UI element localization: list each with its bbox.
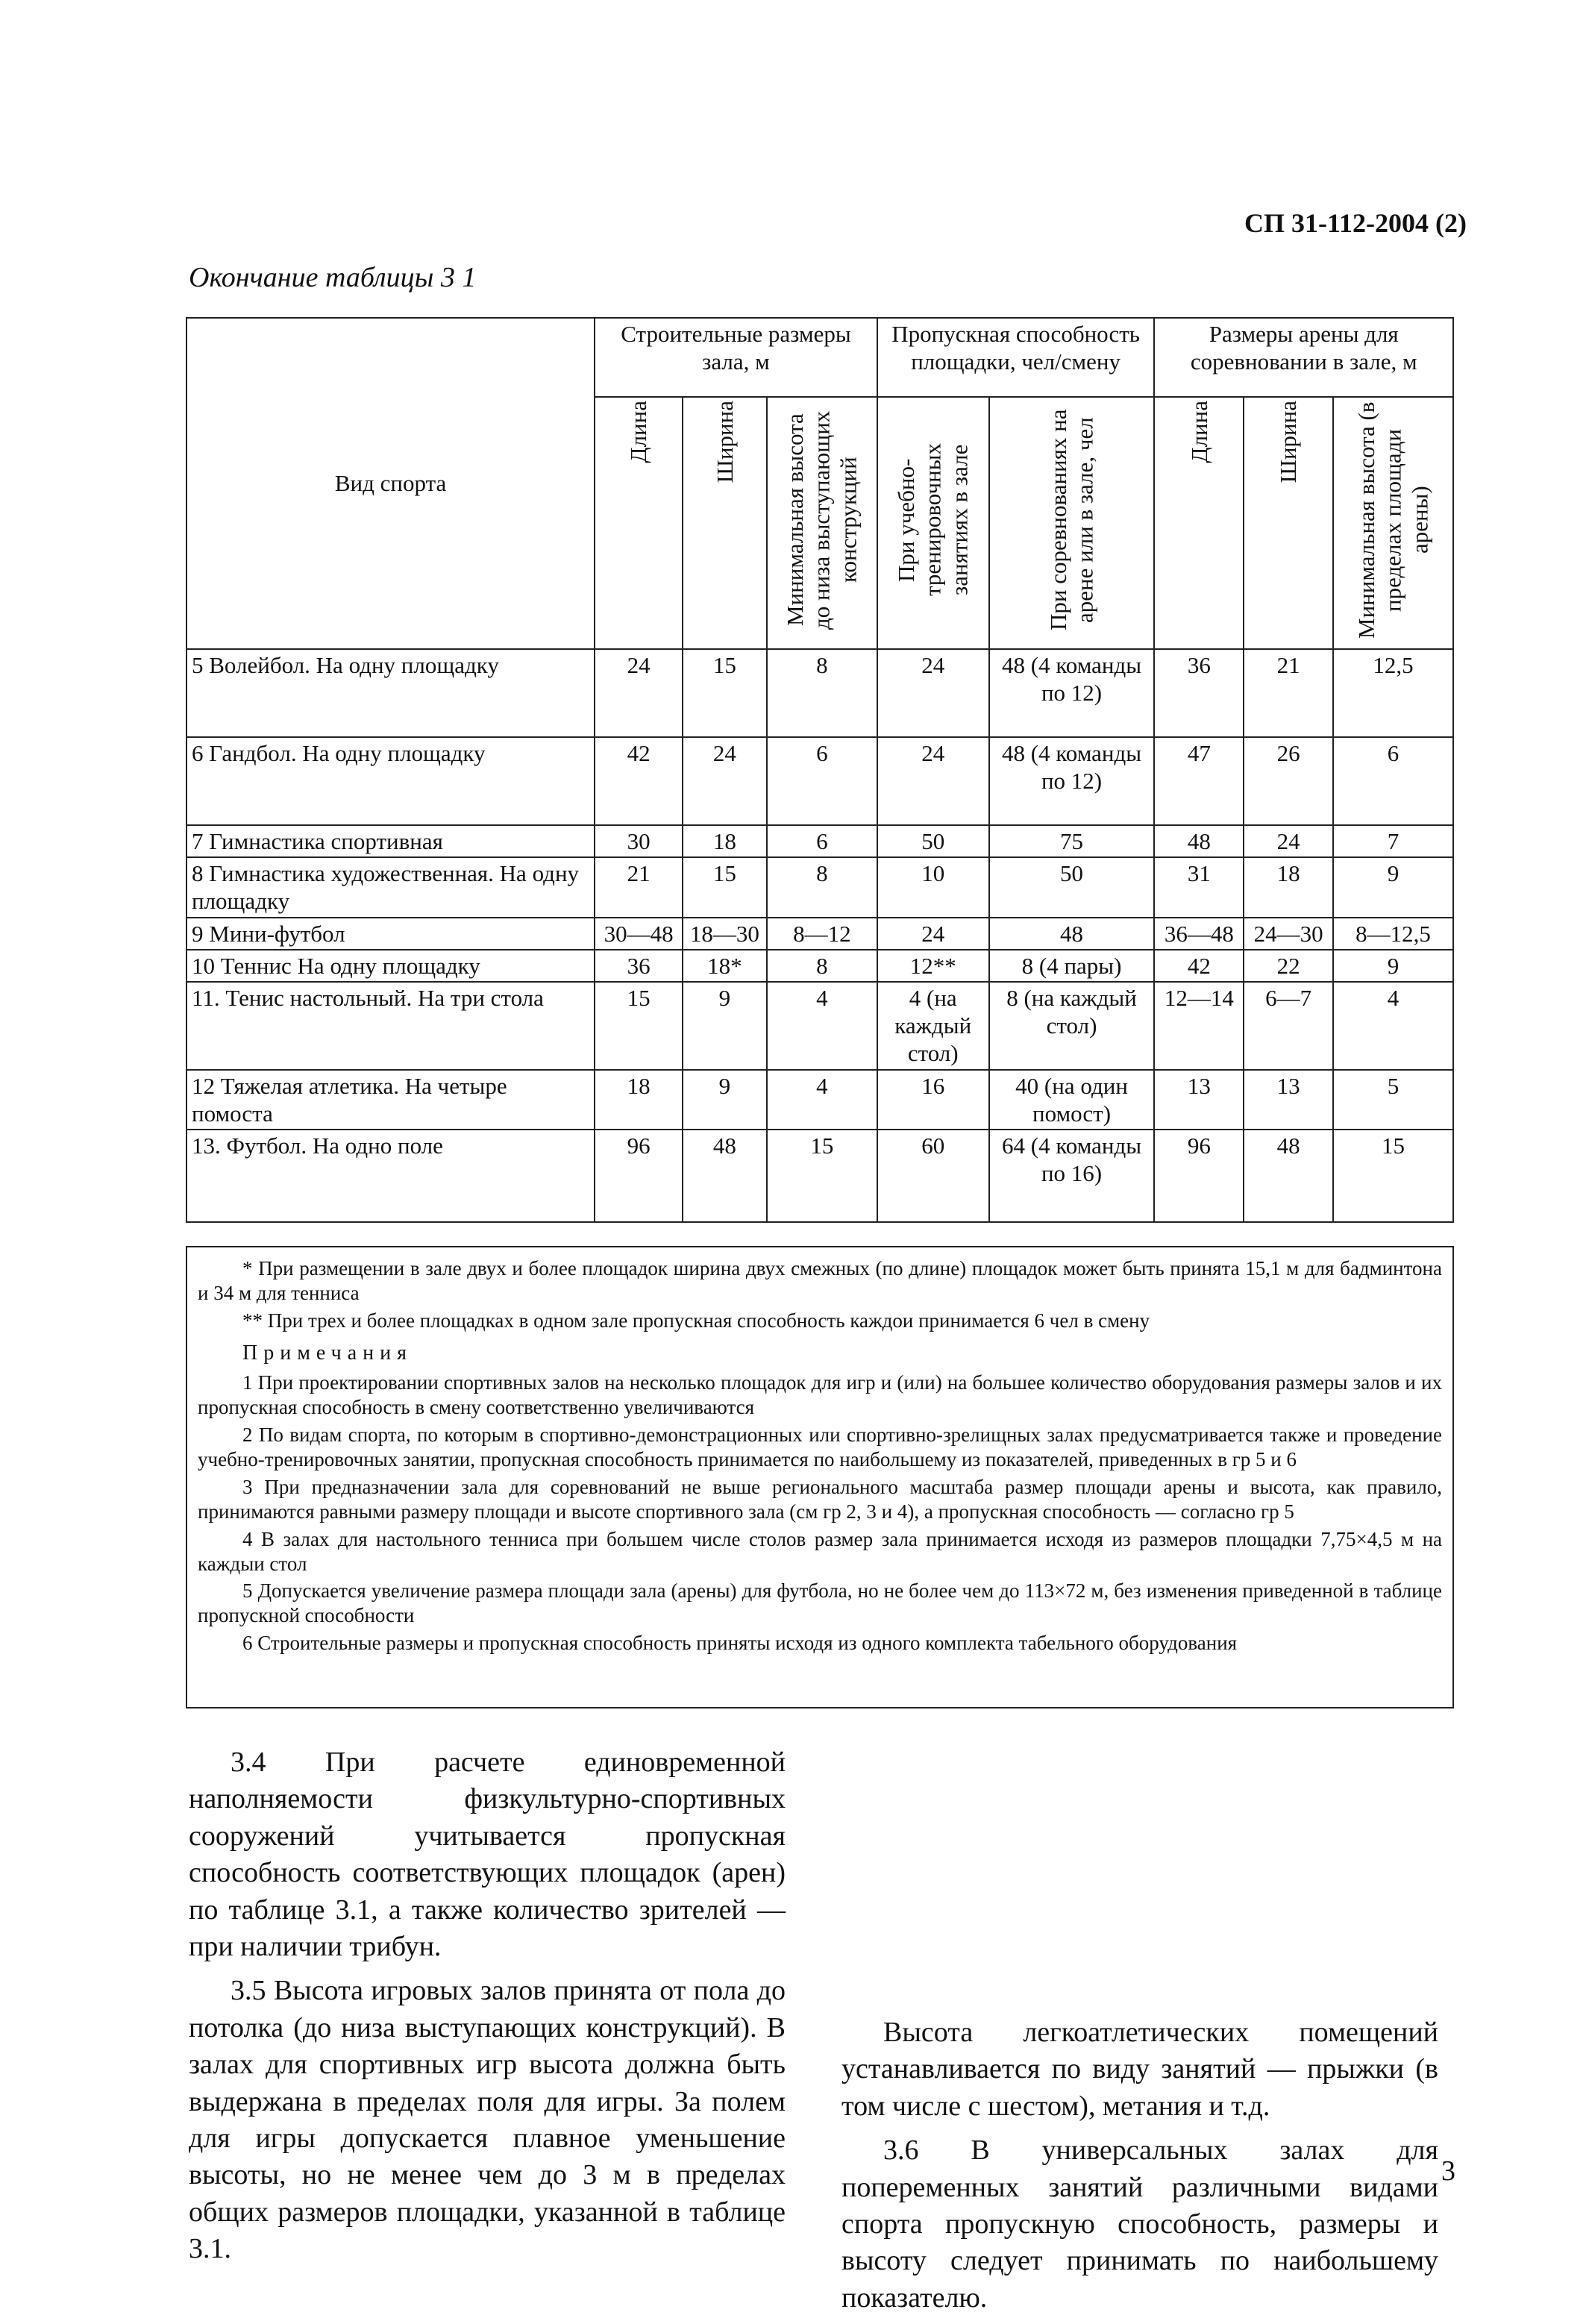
cell: 12,5 [1333,649,1453,737]
cell: 31 [1154,857,1244,917]
cell: 12** [877,950,989,982]
cell: 7 [1333,825,1453,857]
cell: 8 [767,649,877,737]
cell: 18 [683,825,767,857]
header-col-competition: При соревнованиях на арене или в зале, чел [989,397,1155,649]
cell: 30 [595,825,683,857]
table-continuation-title: Окончание таблицы 3 1 [189,262,477,293]
cell: 9 [1333,950,1453,982]
table-row [187,950,1453,982]
body-column-right [841,2014,1438,2324]
cell: 8 [767,857,877,917]
cell: 24 [1244,825,1333,857]
cell: 13 [1244,1070,1333,1130]
cell: 42 [595,737,683,825]
table-row [187,982,1453,1070]
note: 2 По видам спорта, по которым в спортивно-демонстрационных или спортивно-зрелищных залах предусматривается также и проведение учебно-тренировочных занятии, пропускная способность принимается по наибольшему из показателей, приведенных в гр 5 и 6 [198,1423,1442,1470]
cell: 24 [877,918,989,950]
table-row [187,1130,1453,1222]
page-number: 3 [1441,2155,1455,2187]
cell: 24 [877,737,989,825]
note: 1 При проектировании спортивных залов на несколько площадок для игр и (или) на большее количество оборудования размеры залов и их пропускная способность в смену соответственно увеличиваются [198,1371,1442,1418]
cell: 48 (4 команды по 12) [989,737,1155,825]
sport-name: 12 Тяжелая атлетика. На четыре помоста [187,1070,595,1130]
cell: 6 [767,737,877,825]
cell: 8 (на каждый стол) [989,982,1155,1070]
notes-header: Примечания [242,1341,413,1365]
cell: 64 (4 команды по 16) [989,1130,1155,1222]
cell: 24 [683,737,767,825]
header-capacity: Пропускная способность площадки, чел/смену [877,318,1155,397]
cell: 47 [1154,737,1244,825]
header-col-arena-height: Минимальная высота (в пределах площади арены) [1333,397,1453,649]
cell: 30—48 [595,918,683,950]
cell: 48 [1244,1130,1333,1222]
cell: 48 [683,1130,767,1222]
header-col-width: Ширина [683,397,767,649]
table-row [187,825,1453,857]
cell: 50 [989,857,1155,917]
cell: 4 [1333,982,1453,1070]
header-arena-dimensions: Размеры арены для соревновании в зале, м [1154,318,1453,397]
sport-name: 6 Гандбол. На одну площадку [187,737,595,825]
cell: 21 [595,857,683,917]
cell: 24—30 [1244,918,1333,950]
cell: 15 [595,982,683,1070]
cell: 21 [1244,649,1333,737]
table-notes [186,1246,1454,1708]
sports-hall-table [186,317,1454,1223]
cell: 15 [1333,1130,1453,1222]
header-sport: Вид спорта [187,318,595,649]
paragraph: 3.4 При расчете единовременной наполняемости физкультурно-спортивных сооружений учитывается пропускная способность соответствующих площадок (арен) по таблице 3.1, а также количество зрителей — при наличии трибун. [189,1747,786,1962]
cell: 26 [1244,737,1333,825]
table-row [187,857,1453,917]
cell: 8—12 [767,918,877,950]
sport-name: 5 Волейбол. На одну площадку [187,649,595,737]
cell: 40 (на один помост) [989,1070,1155,1130]
cell: 36—48 [1154,918,1244,950]
cell: 8 [767,950,877,982]
header-col-length: Длина [595,397,683,649]
table-row [187,737,1453,825]
cell: 13 [1154,1070,1244,1130]
cell: 4 [767,982,877,1070]
cell: 4 (на каждый стол) [877,982,989,1070]
cell: 24 [595,649,683,737]
body-column-left [189,1744,786,2275]
document-code: СП 31-112-2004 (2) [1244,208,1467,238]
cell: 12—14 [1154,982,1244,1070]
footnote: * При размещении в зале двух и более площадок ширина двух смежных (по длине) площадок может быть принята 15,1 м для бадминтона и 34 м для тенниса [198,1257,1442,1304]
cell: 75 [989,825,1155,857]
cell: 6 [767,825,877,857]
cell: 50 [877,825,989,857]
note: 3 При предназначении зала для соревнований не выше регионального масштаба размер площади арены и высота, как правило, принимаются равными размеру площади и высоте спортивного зала (см гр 2, 3 и 4), а пропускная способность — согласно гр 5 [198,1475,1442,1523]
header-col-min-height: Минимальная высота до низа выступающих конструкций [767,397,877,649]
cell: 96 [1154,1130,1244,1222]
cell: 9 [1333,857,1453,917]
sport-name: 10 Теннис На одну площадку [187,950,595,982]
cell: 5 [1333,1070,1453,1130]
sport-name: 7 Гимнастика спортивная [187,825,595,857]
cell: 10 [877,857,989,917]
cell: 15 [683,857,767,917]
note: 4 В залах для настольного тенниса при большем числе столов размер зала принимается исходя из размеров площадки 7,75×4,5 м на каждыи стол [198,1527,1442,1575]
header-col-arena-length: Длина [1154,397,1244,649]
table-row [187,649,1453,737]
paragraph: 3.6 В универсальных залах для попеременных занятий различными видами спорта пропускную способность, размеры и высоту следует принимать по наибольшему показателю. [841,2134,1438,2314]
cell: 48 (4 команды по 12) [989,649,1155,737]
header-construction-dimensions: Строительные размеры зала, м [595,318,877,397]
note: 5 Допускается увеличение размера площади зала (арены) для футбола, но не более чем до 113×72 м, без изменения приведенной в таблице пропускной способности [198,1579,1442,1627]
cell: 96 [595,1130,683,1222]
sport-name: 8 Гимнастика художественная. На одну площадку [187,857,595,917]
table-row [187,918,1453,950]
cell: 6 [1333,737,1453,825]
cell: 6—7 [1244,982,1333,1070]
cell: 48 [989,918,1155,950]
header-col-training: При учебно-тренировочных занятиях в зале [877,397,989,649]
cell: 18—30 [683,918,767,950]
cell: 36 [1154,649,1244,737]
cell: 42 [1154,950,1244,982]
note: 6 Строительные размеры и пропускная способность приняты исходя из одного комплекта табельного оборудования [242,1632,1238,1655]
cell: 60 [877,1130,989,1222]
cell: 15 [767,1130,877,1222]
sport-name: 9 Мини-футбол [187,918,595,950]
cell: 18 [595,1070,683,1130]
cell: 9 [683,982,767,1070]
sport-name: 11. Тенис настольный. На три стола [187,982,595,1070]
cell: 8—12,5 [1333,918,1453,950]
cell: 8 (4 пары) [989,950,1155,982]
table-row [187,1070,1453,1130]
cell: 48 [1154,825,1244,857]
cell: 9 [683,1070,767,1130]
cell: 36 [595,950,683,982]
cell: 16 [877,1070,989,1130]
cell: 18* [683,950,767,982]
cell: 24 [877,649,989,737]
paragraph: Высота легкоатлетических помещений устанавливается по виду занятий — прыжки (в том числе с шестом), метания и т.д. [841,2017,1438,2122]
paragraph: 3.5 Высота игровых залов принята от пола до потолка (до низа выступающих конструкций). В залах для спортивных игр высота должна быть выдержана в пределах поля для игры. За полем для игры допускается плавное уменьшение высоты, но не менее чем до 3 м в пределах общих размеров площадки, указанной в таблице 3.1. [189,1975,786,2265]
cell: 4 [767,1070,877,1130]
cell: 18 [1244,857,1333,917]
cell: 15 [683,649,767,737]
cell: 22 [1244,950,1333,982]
sport-name: 13. Футбол. На одно поле [187,1130,595,1222]
footnote: ** При трех и более площадках в одном зале пропускная способность каждои принимается 6 чел в смену [242,1309,1150,1332]
header-col-arena-width: Ширина [1244,397,1333,649]
